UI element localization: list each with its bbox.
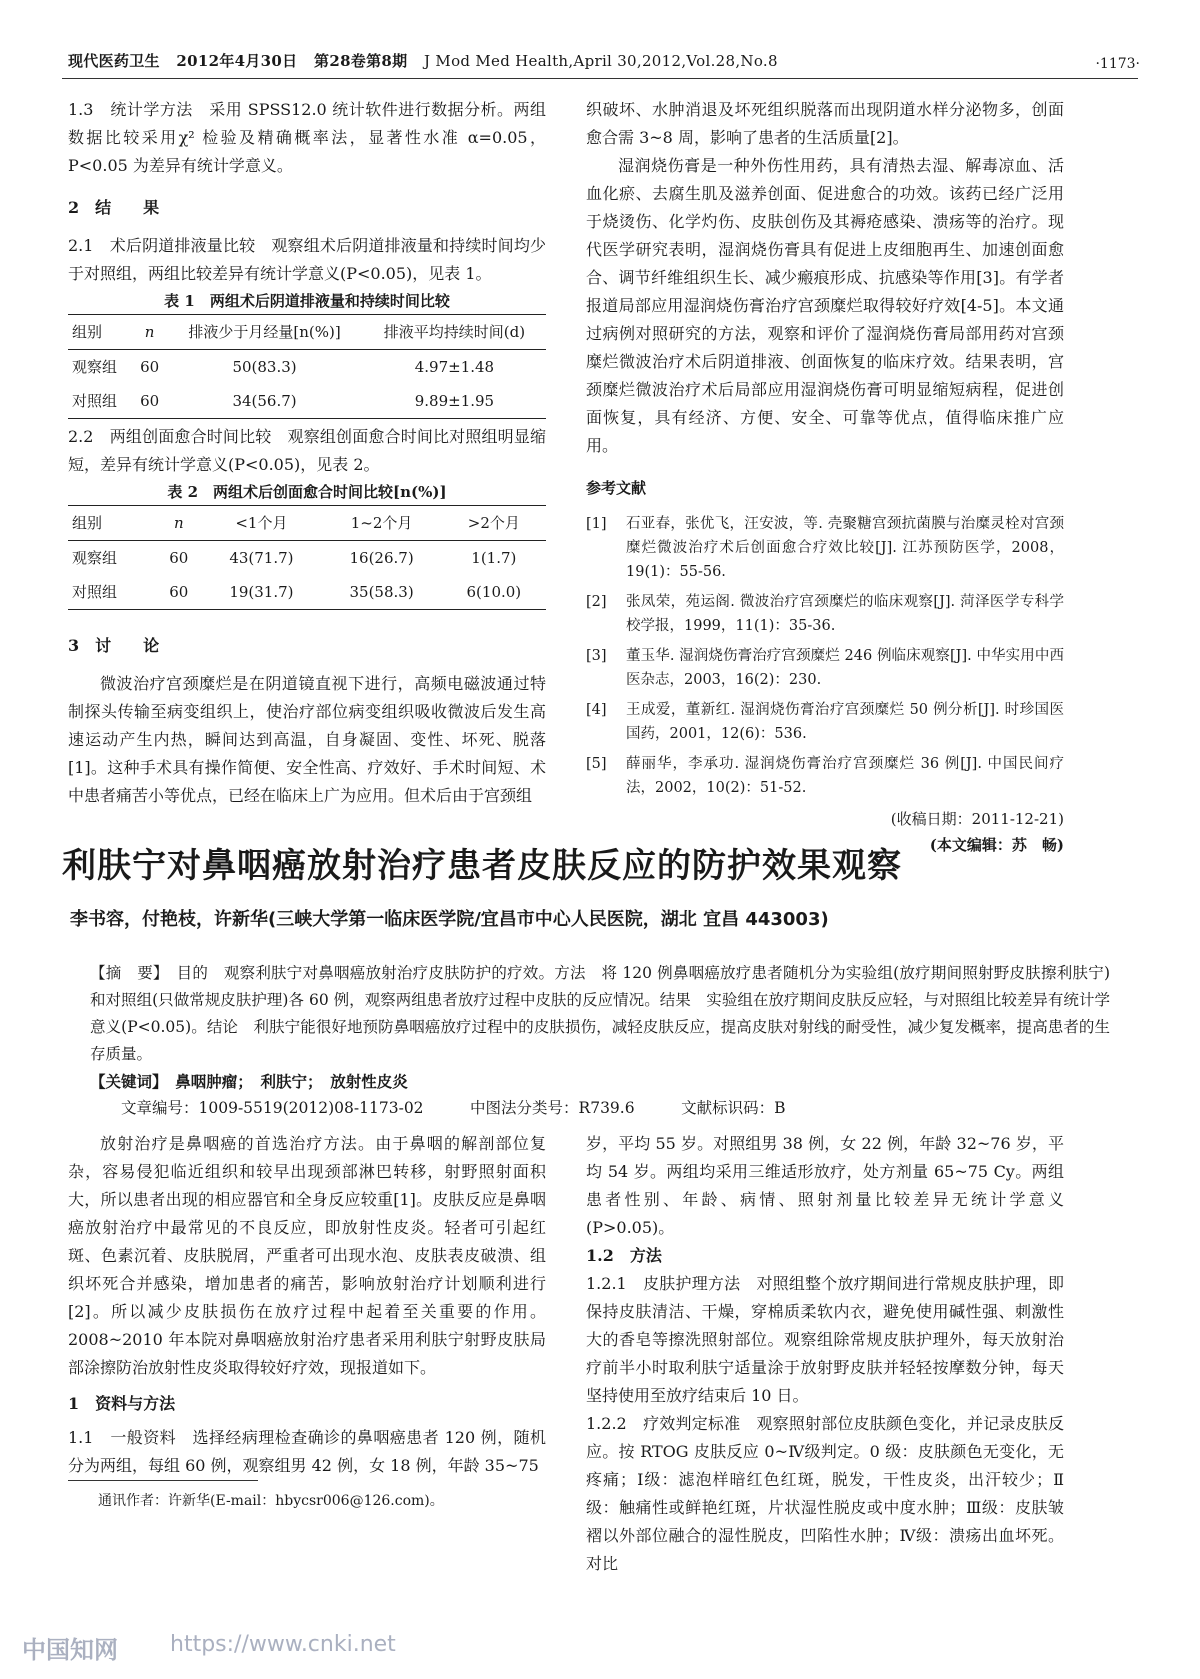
table-cell: 60 xyxy=(169,583,189,601)
page-number: ·1173· xyxy=(1095,56,1140,72)
section-1-2-2: 1.2.2 疗效判定标准 观察照射部位皮肤颜色变化，并记录皮肤反应。按 RTOG 皮肤反应 0~Ⅳ级判定。0 级：皮肤颜色无变化，无疼痛；Ⅰ级：滤泡样暗红色红斑，脱发，干性皮炎，出汗较少；Ⅱ级：触痛性或鲜艳红斑，片状湿性脱皮或中度水肿；Ⅲ级：皮肤皱褶以外部位融合的湿性脱皮，凹陷性水肿；Ⅳ级：溃疡出血坏死。对比 xyxy=(586,1414,1064,1573)
section-1-1: 1.1 一般资料 选择经病理检查确诊的鼻咽癌患者 120 例，随机分为两组，每组 60 例，观察组男 42 例，女 18 例，年龄 35~75 xyxy=(68,1428,546,1475)
table-cell: 35(58.3) xyxy=(349,583,414,601)
section-1-3-stats: 1.3 统计学方法 采用 SPSS12.0 统计软件进行数据分析。两组数据比较采用χ² 检验及精确概率法，显著性水准 α=0.05，P<0.05 为差异有统计学意义。 xyxy=(68,100,546,175)
table-cell: 50(83.3) xyxy=(232,358,297,376)
table2-header: >2个月 xyxy=(467,514,520,532)
table-row xyxy=(68,384,546,419)
running-header xyxy=(68,50,778,71)
table-cell: 观察组 xyxy=(72,549,118,567)
table-row xyxy=(68,575,546,610)
table-cell: 对照组 xyxy=(72,583,118,601)
footnote-rule xyxy=(68,1480,258,1481)
discussion-paragraph-1-continued: 织破坏、水肿消退及坏死组织脱落而出现阴道水样分泌物多，创面愈合需 3~8 周，影响了患者的生活质量[2]。 xyxy=(586,100,1064,147)
reference-item: [4] 王成爱，董新红. 湿润烧伤膏治疗宫颈糜烂 50 例分析[J]. 时珍国医国药，2001，12(6)：536. xyxy=(586,702,1064,742)
discussion-paragraph-2: 湿润烧伤膏是一种外伤性用药，具有清热去湿、解毒凉血、活血化瘀、去腐生肌及滋养创面、促进愈合的功效。该药已经广泛用于烧烫伤、化学灼伤、皮肤创伤及其褥疮感染、溃疡等的治疗。现代医学研究表明，湿润烧伤膏具有促进上皮细胞再生、加速创面愈合、调节纤维组织生长、减少瘢痕形成、抗感染等作用[3]。有学者报道局部应用湿润烧伤膏治疗宫颈糜烂取得较好疗效[4-5]。本文通过病例对照研究的方法，观察和评价了湿润烧伤膏局部用药对宫颈糜烂微波治疗术后阴道排液、创面恢复的临床疗效。结果表明，宫颈糜烂微波治疗术后局部应用湿润烧伤膏可明显缩短病程，促进创面恢复，具有经济、方便、安全、可靠等优点，值得临床推广应用。 xyxy=(586,156,1064,455)
upper-left-column xyxy=(68,96,546,810)
table2-caption: 表 2 两组术后创面愈合时间比较[n(%)] xyxy=(167,483,447,501)
table2-header: 组别 xyxy=(72,514,103,532)
article-authors: 李书容，付艳枝，许新华(三峡大学第一临床医学院/宜昌市中心人民医院，湖北 宜昌 443003) xyxy=(70,909,829,930)
reference-item: [1] 石亚春，张优飞，汪安波，等. 壳聚糖宫颈抗菌膜与治糜灵栓对宫颈糜烂微波治疗术后创面愈合疗效比较[J]. 江苏预防医学，2008，19(1)：55-56. xyxy=(586,516,1064,580)
table1-header: n xyxy=(144,323,155,341)
table-1 xyxy=(68,314,546,419)
cnki-watermark-url: https://www.cnki.net xyxy=(170,1632,396,1657)
article-number-line: 文章编号：1009-5519(2012)08-1173-02 中图法分类号：R739.6 文献标识码：B xyxy=(121,1099,786,1117)
table1-header: 组别 xyxy=(72,323,103,341)
section-1-1-continued: 岁，平均 55 岁。对照组男 38 例，女 22 例，年龄 32~76 岁，平均 54 岁。两组均采用三维适形放疗，处方剂量 65~75 Cy。两组患者性别、年龄、病情、照射剂量比较差异无统计学意义(P>0.05)。 xyxy=(586,1134,1064,1237)
editor-note: (本文编辑：苏 畅) xyxy=(929,836,1064,854)
cnki-watermark-logo: 中国知网 xyxy=(22,1636,118,1664)
journal-name: 现代医药卫生 xyxy=(68,52,160,70)
reference-item: [2] 张凤荣，苑运阁. 微波治疗宫颈糜烂的临床观察[J]. 菏泽医学专科学校学报，1999，11(1)：35-36. xyxy=(586,594,1064,634)
heading-discussion: 3 讨 论 xyxy=(68,636,160,655)
table-cell: 4.97±1.48 xyxy=(414,358,495,376)
reference-item: [3] 董玉华. 湿润烧伤膏治疗宫颈糜烂 246 例临床观察[J]. 中华实用中西医杂志，2003，16(2)：230. xyxy=(586,648,1064,688)
header-rule xyxy=(62,78,1138,79)
reference-list xyxy=(586,512,1064,800)
table-cell: 对照组 xyxy=(72,392,118,410)
abstract-block xyxy=(90,960,1110,1122)
keywords: 【关键词】 鼻咽肿瘤； 利肤宁； 放射性皮炎 xyxy=(90,1072,408,1091)
table1-header: 排液平均持续时间(d) xyxy=(383,323,526,341)
table-cell: 9.89±1.95 xyxy=(414,392,495,410)
heading-1-2: 1.2 方法 xyxy=(586,1246,662,1265)
table2-header: <1个月 xyxy=(235,514,288,532)
article-title: 利肤宁对鼻咽癌放射治疗患者皮肤反应的防护效果观察 xyxy=(62,846,902,886)
table-cell: 观察组 xyxy=(72,358,118,376)
table-cell: 1(1.7) xyxy=(471,549,517,567)
heading-methods: 1 资料与方法 xyxy=(68,1394,176,1413)
abstract-text: 【摘 要】 目的 观察利肤宁对鼻咽癌放射治疗皮肤防护的疗效。方法 将 120 例鼻咽癌放疗患者随机分为实验组(放疗期间照射野皮肤擦利肤宁)和对照组(只做常规皮肤护理)各 60 例，观察两组患者放疗过程中皮肤的反应情况。结果 实验组在放疗期间皮肤反应轻，与对照组比较差异有统计学意义(P<0.05)。结论 利肤宁能很好地预防鼻咽癌放疗过程中的皮肤损伤，减轻皮肤反应，提高皮肤对射线的耐受性，减少复发概率，提高患者的生存质量。 xyxy=(90,964,1110,1063)
issue-date: 2012年4月30日 xyxy=(176,52,298,70)
table1-caption: 表 1 两组术后阴道排液量和持续时间比较 xyxy=(164,292,450,310)
table-2 xyxy=(68,505,546,610)
table2-header: 1~2个月 xyxy=(350,514,413,532)
discussion-paragraph-1: 微波治疗宫颈糜烂是在阴道镜直视下进行，高频电磁波通过特制探头传输至病变组织上，使治疗部位病变组织吸收微波后发生高速运动产生内热，瞬间达到高温，自身凝固、变性、坏死、脱落[1]。这种手术具有操作简便、安全性高、疗效好、手术时间短、术中患者痛苦小等优点，已经在临床上广为应用。但术后由于宫颈组 xyxy=(68,674,546,805)
table-cell: 19(31.7) xyxy=(229,583,294,601)
journal-english: J Mod Med Health,April 30,2012,Vol.28,No.8 xyxy=(424,52,778,70)
intro-paragraph: 放射治疗是鼻咽癌的首选治疗方法。由于鼻咽的解剖部位复杂，容易侵犯临近组织和较早出现颈部淋巴转移，射野照射面积大，所以患者出现的相应器官和全身反应较重[1]。皮肤反应是鼻咽癌放射治疗中最常见的不良反应，即放射性皮炎。轻者可引起红斑、色素沉着、皮肤脱屑，严重者可出现水泡、皮肤表皮破溃、组织坏死合并感染，增加患者的痛苦，影响放射治疗计划顺利进行[2]。所以减少皮肤损伤在放疗过程中起着至关重要的作用。2008~2010 年本院对鼻咽癌放射治疗患者采用利肤宁射野皮肤局部涂擦防治放射性皮炎取得较好疗效，现报道如下。 xyxy=(68,1134,546,1377)
references-heading: 参考文献 xyxy=(586,479,647,497)
table-cell: 16(26.7) xyxy=(349,549,414,567)
volume-issue: 第28卷第8期 xyxy=(314,52,408,70)
section-2-2: 2.2 两组创面愈合时间比较 观察组创面愈合时间比对照组明显缩短，差异有统计学意义(P<0.05)，见表 2。 xyxy=(68,427,546,474)
table-cell: 60 xyxy=(140,358,160,376)
section-2-1: 2.1 术后阴道排液量比较 观察组术后阴道排液量和持续时间均少于对照组，两组比较差异有统计学意义(P<0.05)，见表 1。 xyxy=(68,236,546,283)
table-cell: 34(56.7) xyxy=(232,392,297,410)
table-cell: 43(71.7) xyxy=(229,549,294,567)
table2-header: n xyxy=(173,514,184,532)
heading-results: 2 结 果 xyxy=(68,198,160,217)
received-date: (收稿日期：2011-12-21) xyxy=(890,810,1064,828)
table-cell: 60 xyxy=(140,392,160,410)
table-row xyxy=(68,541,546,576)
table-row xyxy=(68,350,546,385)
reference-item: [5] 薛丽华，李承功. 湿润烧伤膏治疗宫颈糜烂 36 例[J]. 中国民间疗法，2002，10(2)：51-52. xyxy=(586,756,1064,796)
upper-right-column xyxy=(586,96,1064,858)
table-cell: 6(10.0) xyxy=(466,583,522,601)
lower-right-column xyxy=(586,1130,1064,1578)
section-1-2-1: 1.2.1 皮肤护理方法 对照组整个放疗期间进行常规皮肤护理，即保持皮肤清洁、干燥，穿棉质柔软内衣，避免使用碱性强、刺激性大的香皂等擦洗照射部位。观察组除常规皮肤护理外，每天放射治疗前半小时取利肤宁适量涂于放射野皮肤并轻轻按摩数分钟，每天坚持使用至放疗结束后 10 日。 xyxy=(586,1274,1064,1405)
table-cell: 60 xyxy=(169,549,189,567)
table1-header: 排液少于月经量[n(%)] xyxy=(188,323,341,341)
lower-left-column xyxy=(68,1130,546,1480)
corresponding-author-footnote: 通讯作者：许新华(E-mail：hbycsr006@126.com)。 xyxy=(98,1493,444,1509)
